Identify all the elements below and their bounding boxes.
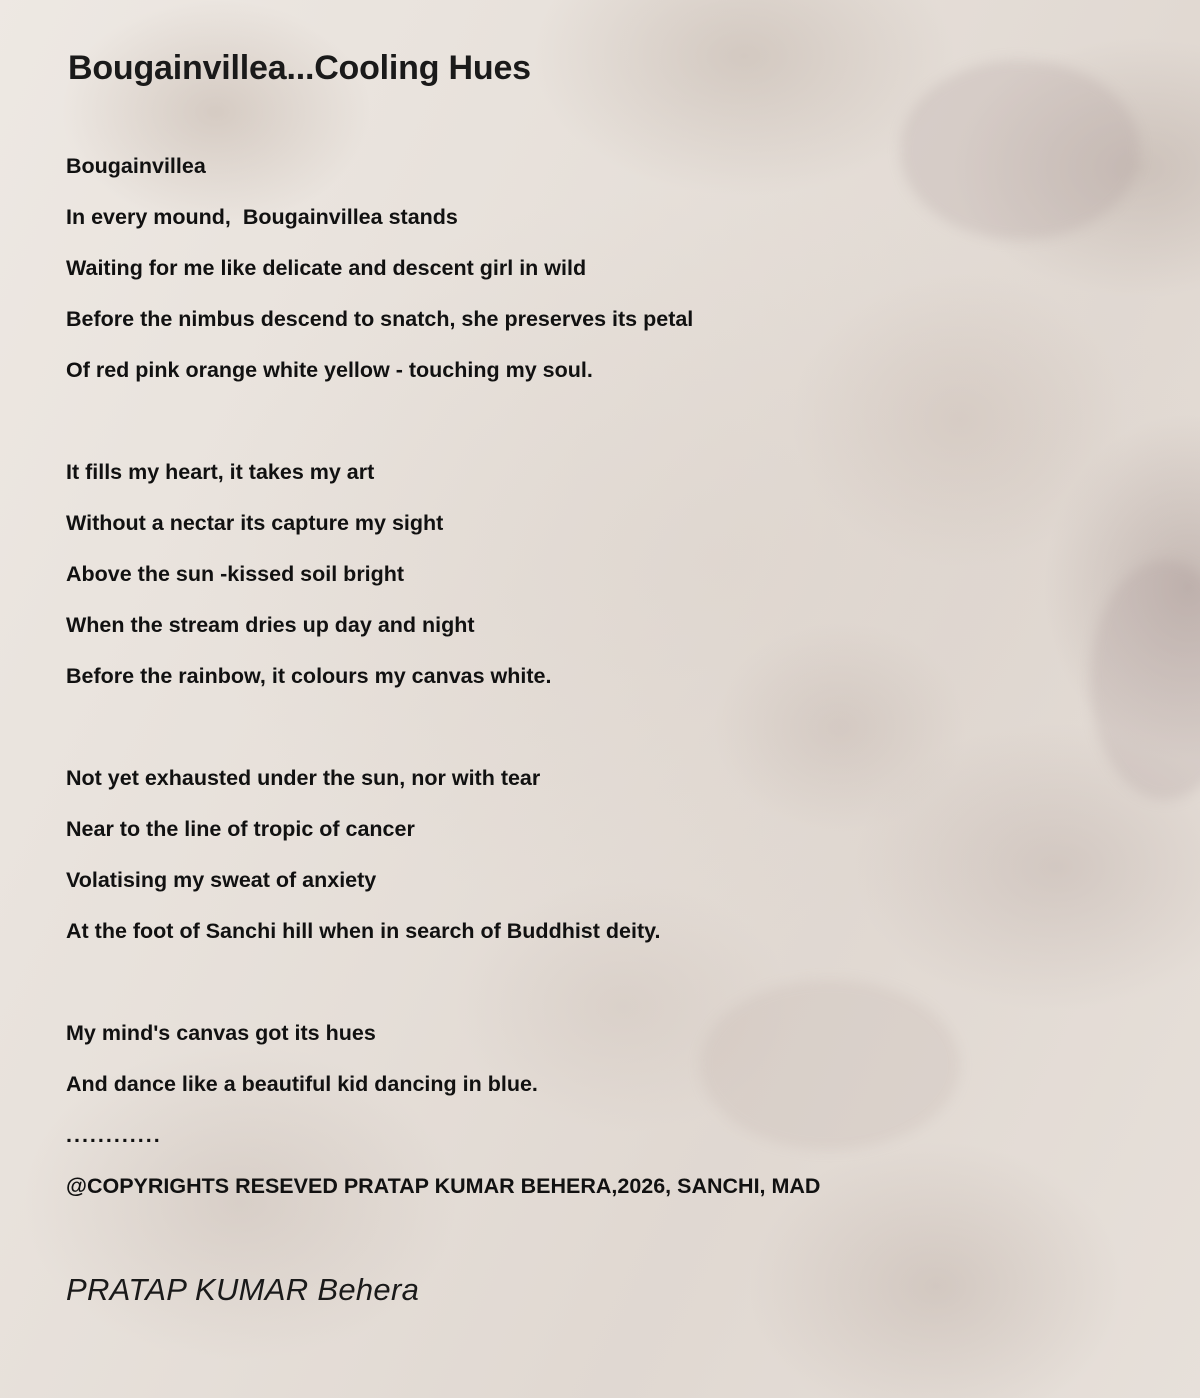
poem-separator: ............ <box>66 1122 162 1147</box>
poem-line: Before the rainbow, it colours my canvas white. <box>66 663 552 688</box>
poem-line: Before the nimbus descend to snatch, she preserves its petal <box>66 306 694 331</box>
poem-line: Of red pink orange white yellow - touching my soul. <box>66 357 593 382</box>
poem-line: Near to the line of tropic of cancer <box>66 816 415 841</box>
poem-line: Without a nectar its capture my sight <box>66 510 444 535</box>
poem-stanza <box>66 141 1200 396</box>
poem-line: And dance like a beautiful kid dancing in blue. <box>66 1071 538 1096</box>
poem-stanza <box>66 753 1200 957</box>
poem-line: It fills my heart, it takes my art <box>66 459 375 484</box>
author-name: PRATAP KUMAR Behera <box>66 1271 420 1307</box>
poem-stanza <box>66 447 1200 702</box>
poem-line: At the foot of Sanchi hill when in search of Buddhist deity. <box>66 918 661 943</box>
poem-line: Not yet exhausted under the sun, nor with tear <box>66 765 541 790</box>
poem-line: My mind's canvas got its hues <box>66 1020 376 1045</box>
poem-line: Waiting for me like delicate and descent girl in wild <box>66 255 587 280</box>
poem-line: Volatising my sweat of anxiety <box>66 867 377 892</box>
poem-line: In every mound, Bougainvillea stands <box>66 204 458 229</box>
copyright-notice: @COPYRIGHTS RESEVED PRATAP KUMAR BEHERA,2026, SANCHI, MAD <box>66 1173 821 1198</box>
poem-line: When the stream dries up day and night <box>66 612 475 637</box>
poem-line: Above the sun -kissed soil bright <box>66 561 405 586</box>
poem-body <box>66 141 1200 1212</box>
page-title: Bougainvillea...Cooling Hues <box>68 49 531 87</box>
poem-line: Bougainvillea <box>66 153 206 178</box>
poem-stanza <box>66 1008 1200 1212</box>
